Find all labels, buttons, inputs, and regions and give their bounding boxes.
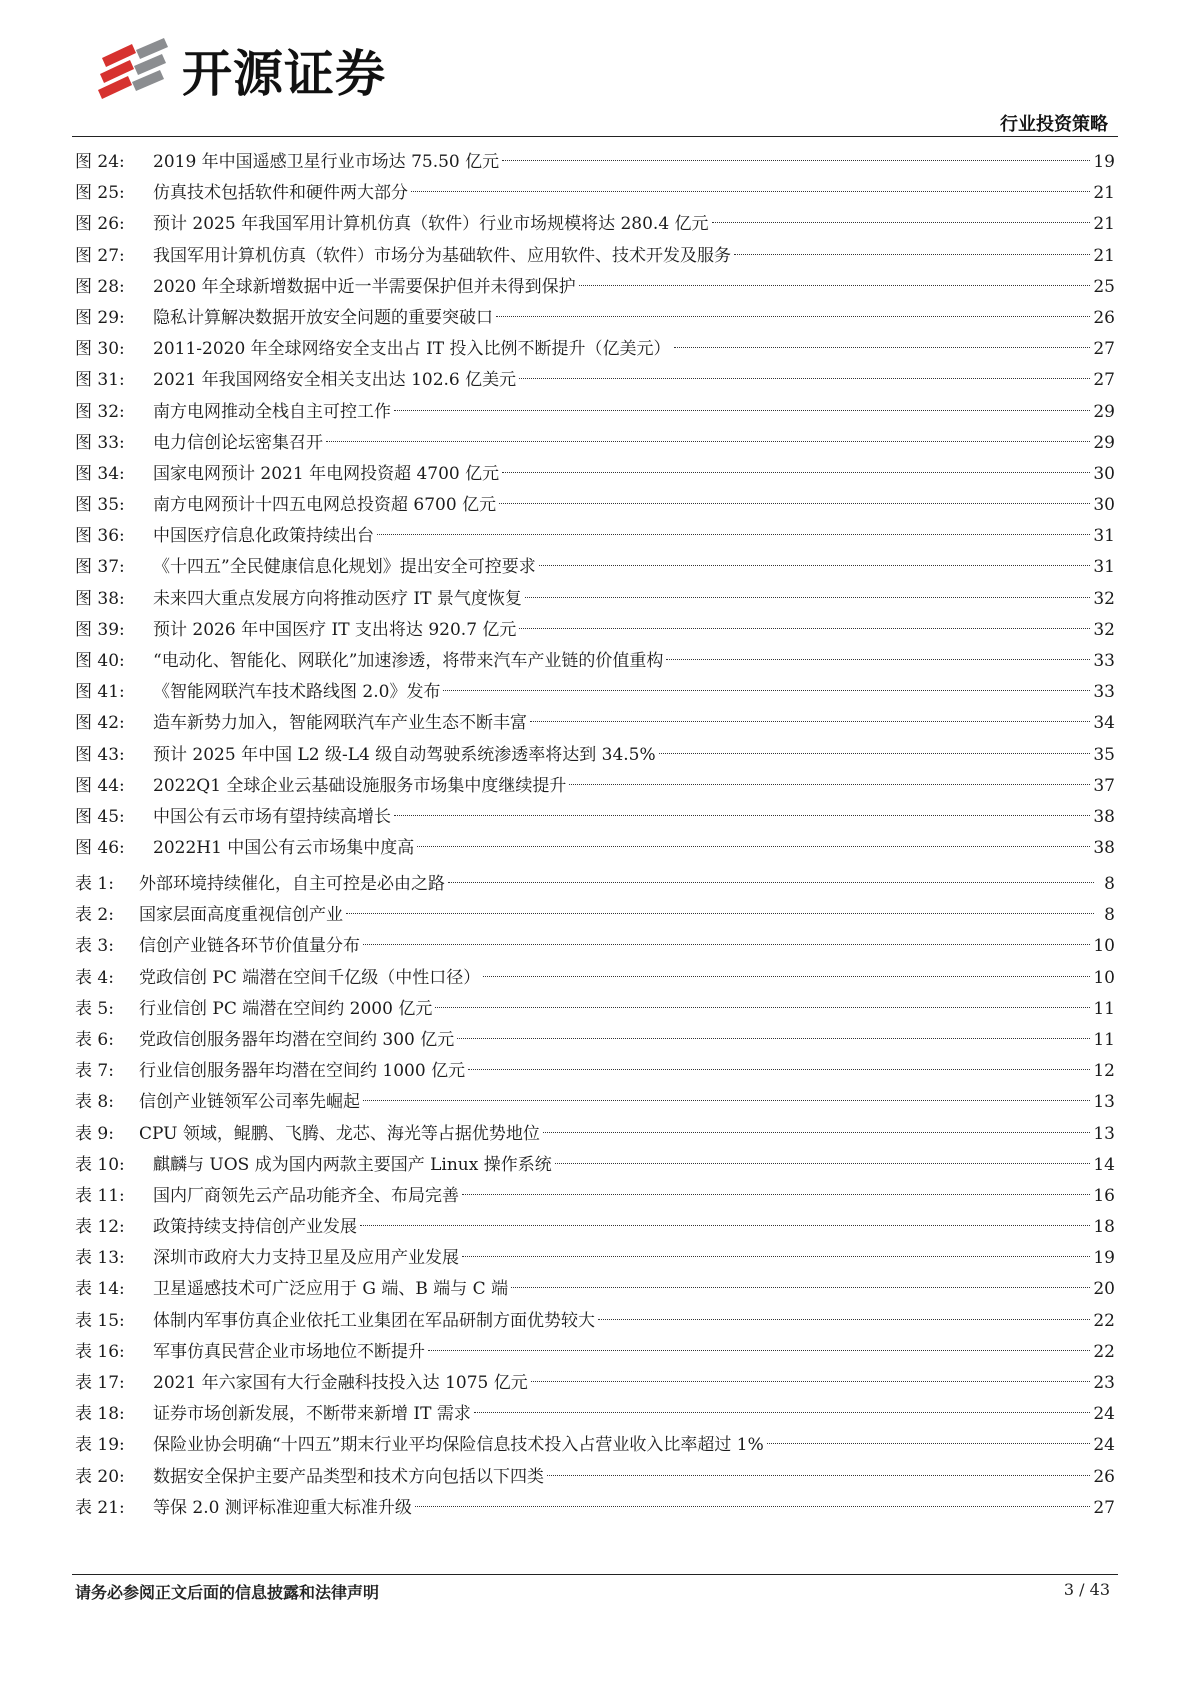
dot-leader bbox=[443, 690, 1090, 691]
table-entry-label: 表 6: bbox=[75, 1029, 114, 1050]
figure-entry-page: 19 bbox=[1093, 152, 1115, 172]
table-entry-title: 行业信创 PC 端潜在空间约 2000 亿元 bbox=[139, 998, 433, 1019]
figure-entry-label: 图 41: bbox=[75, 682, 125, 703]
figure-entry-title: 电力信创论坛密集召开 bbox=[153, 432, 323, 453]
table-entry-page: 16 bbox=[1093, 1185, 1115, 1206]
figure-entry-title: 南方电网预计十四五电网总投资超 6700 亿元 bbox=[153, 495, 497, 516]
dot-leader bbox=[543, 1132, 1090, 1133]
figure-entry[interactable] bbox=[75, 833, 1115, 864]
figure-entry-title: “电动化、智能化、网联化”加速渗透，将带来汽车产业链的价值重构 bbox=[153, 651, 664, 671]
figure-entry-title: 2022H1 中国公有云市场集中度高 bbox=[153, 838, 415, 859]
figure-entry-title: 预计 2025 年我国军用计算机仿真（软件）行业市场规模将达 280.4 亿元 bbox=[153, 214, 709, 235]
dot-leader bbox=[734, 254, 1090, 255]
figure-entry-page: 27 bbox=[1093, 370, 1115, 391]
table-entry-page: 26 bbox=[1093, 1466, 1115, 1487]
table-entry-label: 表 10: bbox=[75, 1154, 125, 1175]
table-entry-label: 表 17: bbox=[75, 1373, 125, 1393]
table-entry-title: 深圳市政府大力支持卫星及应用产业发展 bbox=[153, 1248, 459, 1269]
table-entry[interactable] bbox=[75, 1087, 1115, 1118]
table-entry-label: 表 19: bbox=[75, 1435, 125, 1456]
dot-leader bbox=[428, 1350, 1090, 1351]
table-entry[interactable] bbox=[75, 900, 1115, 931]
table-entry-label: 表 3: bbox=[75, 936, 114, 957]
table-entry-label: 表 21: bbox=[75, 1497, 125, 1518]
dot-leader bbox=[502, 472, 1090, 473]
figure-entry[interactable] bbox=[75, 147, 1115, 178]
table-entry-title: 党政信创 PC 端潜在空间千亿级（中性口径） bbox=[139, 967, 481, 988]
figure-entry[interactable] bbox=[75, 521, 1115, 552]
figure-entry[interactable] bbox=[75, 178, 1115, 209]
dot-leader bbox=[530, 721, 1090, 722]
figure-entry-label: 图 39: bbox=[75, 619, 125, 640]
dot-leader bbox=[569, 784, 1090, 785]
dot-leader bbox=[394, 410, 1090, 411]
table-entry-title: 党政信创服务器年均潜在空间约 300 亿元 bbox=[139, 1029, 455, 1050]
figure-entry-label: 图 30: bbox=[75, 339, 125, 360]
dot-leader bbox=[511, 1287, 1090, 1288]
figure-entry[interactable] bbox=[75, 708, 1115, 739]
figure-entry-label: 图 37: bbox=[75, 557, 125, 578]
figure-entry-title: 2019 年中国遥感卫星行业市场达 75.50 亿元 bbox=[153, 152, 500, 172]
table-entry[interactable] bbox=[75, 994, 1115, 1025]
table-entry[interactable] bbox=[75, 1056, 1115, 1087]
kaiyuan-logo-icon bbox=[96, 36, 170, 104]
table-entry-label: 表 4: bbox=[75, 967, 114, 988]
figure-entry-title: 未来四大重点发展方向将推动医疗 IT 景气度恢复 bbox=[153, 588, 522, 609]
table-entry-page: 13 bbox=[1093, 1092, 1115, 1113]
dot-leader bbox=[598, 1319, 1090, 1320]
dot-leader bbox=[519, 378, 1090, 379]
table-entry-page: 8 bbox=[1104, 905, 1115, 926]
table-entry-page: 8 bbox=[1104, 874, 1115, 894]
table-entry-page: 22 bbox=[1093, 1310, 1115, 1331]
figure-entry-page: 29 bbox=[1093, 401, 1115, 422]
figure-entry-label: 图 29: bbox=[75, 307, 125, 328]
figure-entry[interactable] bbox=[75, 802, 1115, 833]
table-entry-label: 表 9: bbox=[75, 1123, 114, 1144]
table-entry[interactable] bbox=[75, 1462, 1115, 1493]
dot-leader bbox=[346, 913, 1094, 914]
figure-entry-label: 图 34: bbox=[75, 463, 125, 484]
figure-entry-title: 隐私计算解决数据开放安全问题的重要突破口 bbox=[153, 307, 493, 328]
figure-entry-label: 图 44: bbox=[75, 775, 125, 796]
table-entry[interactable] bbox=[75, 869, 1115, 900]
table-entry-title: 外部环境持续催化，自主可控是必由之路 bbox=[139, 874, 445, 894]
figure-entry[interactable] bbox=[75, 646, 1115, 677]
table-entry-page: 24 bbox=[1093, 1404, 1115, 1425]
figure-entry-title: 2022Q1 全球企业云基础设施服务市场集中度继续提升 bbox=[153, 775, 567, 796]
table-entry-label: 表 14: bbox=[75, 1279, 125, 1300]
figure-entry-page: 21 bbox=[1093, 214, 1115, 235]
dot-leader bbox=[462, 1256, 1090, 1257]
figure-entry[interactable] bbox=[75, 303, 1115, 334]
table-entry-title: 行业信创服务器年均潜在空间约 1000 亿元 bbox=[139, 1061, 466, 1082]
figure-entry-title: 预计 2025 年中国 L2 级-L4 级自动驾驶系统渗透率将达到 34.5% bbox=[153, 744, 656, 765]
table-entry-page: 12 bbox=[1093, 1061, 1115, 1082]
table-list bbox=[75, 869, 1115, 1524]
table-entry-title: 国内厂商领先云产品功能齐全、布局完善 bbox=[153, 1185, 459, 1206]
table-entry[interactable] bbox=[75, 1243, 1115, 1274]
table-entry[interactable] bbox=[75, 1212, 1115, 1243]
figure-entry-label: 图 33: bbox=[75, 432, 125, 453]
figure-entry-page: 33 bbox=[1093, 682, 1115, 703]
figure-entry[interactable] bbox=[75, 397, 1115, 428]
table-entry-label: 表 18: bbox=[75, 1404, 125, 1425]
table-entry[interactable] bbox=[75, 1368, 1115, 1399]
table-entry-title: 保险业协会明确“十四五”期末行业平均保险信息技术投入占营业收入比率超过 1% bbox=[153, 1435, 764, 1456]
dot-leader bbox=[394, 815, 1090, 816]
figure-entry-title: 《十四五”全民健康信息化规划》提出安全可控要求 bbox=[153, 557, 536, 578]
dot-leader bbox=[579, 285, 1091, 286]
dot-leader bbox=[496, 316, 1090, 317]
dot-leader bbox=[377, 534, 1090, 535]
figure-entry[interactable] bbox=[75, 459, 1115, 490]
table-entry-page: 10 bbox=[1093, 967, 1115, 988]
dot-leader bbox=[468, 1069, 1090, 1070]
table-entry-label: 表 5: bbox=[75, 998, 114, 1019]
figure-entry-title: 造车新势力加入，智能网联汽车产业生态不断丰富 bbox=[153, 713, 527, 734]
dot-leader bbox=[363, 944, 1090, 945]
table-entry-title: 军事仿真民营企业市场地位不断提升 bbox=[153, 1341, 425, 1362]
figure-entry-label: 图 28: bbox=[75, 276, 125, 297]
table-entry-label: 表 12: bbox=[75, 1217, 125, 1238]
figure-entry-title: 中国医疗信息化政策持续出台 bbox=[153, 526, 374, 547]
dot-leader bbox=[483, 976, 1090, 977]
figure-entry[interactable] bbox=[75, 241, 1115, 272]
figure-entry-label: 图 26: bbox=[75, 214, 125, 235]
figure-entry-title: 仿真技术包括软件和硬件两大部分 bbox=[153, 183, 408, 204]
table-entry-page: 24 bbox=[1093, 1435, 1115, 1456]
dot-leader bbox=[525, 597, 1090, 598]
table-entry-page: 19 bbox=[1093, 1248, 1115, 1269]
brand-name: 开源证券 bbox=[182, 45, 386, 103]
figure-entry-page: 26 bbox=[1093, 307, 1115, 328]
dot-leader bbox=[539, 565, 1091, 566]
dot-leader bbox=[547, 1475, 1090, 1476]
figure-entry-page: 32 bbox=[1093, 588, 1115, 609]
figure-entry[interactable] bbox=[75, 771, 1115, 802]
figure-entry-page: 34 bbox=[1093, 713, 1115, 734]
figure-entry-page: 21 bbox=[1093, 183, 1115, 204]
table-entry-label: 表 1: bbox=[75, 874, 114, 894]
dot-leader bbox=[326, 441, 1090, 442]
table-entry-label: 表 16: bbox=[75, 1341, 125, 1362]
dot-leader bbox=[767, 1443, 1091, 1444]
dot-leader bbox=[363, 1100, 1090, 1101]
table-entry[interactable] bbox=[75, 1119, 1115, 1150]
table-entry-title: 国家层面高度重视信创产业 bbox=[139, 905, 343, 926]
document-type: 行业投资策略 bbox=[1000, 114, 1108, 135]
table-entry-page: 13 bbox=[1093, 1123, 1115, 1144]
figure-entry[interactable] bbox=[75, 272, 1115, 303]
figure-entry-page: 38 bbox=[1093, 838, 1115, 859]
figure-entry-label: 图 27: bbox=[75, 245, 125, 266]
table-entry-title: 信创产业链领军公司率先崛起 bbox=[139, 1092, 360, 1113]
figure-entry-label: 图 40: bbox=[75, 651, 125, 671]
figure-entry[interactable] bbox=[75, 677, 1115, 708]
figure-entry-label: 图 32: bbox=[75, 401, 125, 422]
figure-entry-label: 图 42: bbox=[75, 713, 125, 734]
figure-entry-page: 25 bbox=[1093, 276, 1115, 297]
table-entry-label: 表 11: bbox=[75, 1185, 125, 1206]
figure-entry-page: 35 bbox=[1093, 744, 1115, 765]
figure-entry[interactable] bbox=[75, 584, 1115, 615]
table-entry-label: 表 8: bbox=[75, 1092, 114, 1113]
figure-entry[interactable] bbox=[75, 552, 1115, 583]
table-entry-title: 卫星遥感技术可广泛应用于 G 端、B 端与 C 端 bbox=[153, 1279, 509, 1300]
table-entry[interactable] bbox=[75, 1025, 1115, 1056]
figure-entry-title: 2020 年全球新增数据中近一半需要保护但并未得到保护 bbox=[153, 276, 576, 297]
table-entry-title: 等保 2.0 测评标准迎重大标准升级 bbox=[153, 1497, 412, 1518]
dot-leader bbox=[531, 1381, 1091, 1382]
figure-entry-label: 图 38: bbox=[75, 588, 125, 609]
figure-entry[interactable] bbox=[75, 334, 1115, 365]
table-entry-label: 表 15: bbox=[75, 1310, 125, 1331]
figure-entry[interactable] bbox=[75, 365, 1115, 396]
figure-entry[interactable] bbox=[75, 740, 1115, 771]
dot-leader bbox=[502, 160, 1090, 161]
dot-leader bbox=[499, 503, 1090, 504]
dot-leader bbox=[659, 753, 1091, 754]
table-entry-page: 11 bbox=[1093, 1029, 1115, 1050]
table-entry-label: 表 2: bbox=[75, 905, 114, 926]
figure-entry-label: 图 45: bbox=[75, 806, 125, 827]
table-entry-title: 政策持续支持信创产业发展 bbox=[153, 1217, 357, 1238]
dot-leader bbox=[415, 1506, 1091, 1507]
figure-entry-page: 32 bbox=[1093, 619, 1115, 640]
table-entry-page: 27 bbox=[1093, 1497, 1115, 1518]
table-entry-page: 18 bbox=[1093, 1217, 1115, 1238]
figure-entry[interactable] bbox=[75, 428, 1115, 459]
figure-entry-page: 27 bbox=[1093, 339, 1115, 360]
dot-leader bbox=[435, 1007, 1090, 1008]
figure-entry-title: 南方电网推动全栈自主可控工作 bbox=[153, 401, 391, 422]
table-entry-title: 麒麟与 UOS 成为国内两款主要国产 Linux 操作系统 bbox=[153, 1154, 552, 1175]
table-entry[interactable] bbox=[75, 1181, 1115, 1212]
figure-entry[interactable] bbox=[75, 209, 1115, 240]
footer-divider bbox=[72, 1574, 1118, 1575]
dot-leader bbox=[462, 1194, 1090, 1195]
table-entry[interactable] bbox=[75, 1399, 1115, 1430]
dot-leader bbox=[555, 1163, 1091, 1164]
figure-entry-title: 国家电网预计 2021 年电网投资超 4700 亿元 bbox=[153, 463, 500, 484]
table-entry[interactable] bbox=[75, 1430, 1115, 1461]
figure-entry-label: 图 43: bbox=[75, 744, 125, 765]
figure-entry-title: 预计 2026 年中国医疗 IT 支出将达 920.7 亿元 bbox=[153, 619, 517, 640]
figure-entry-title: 中国公有云市场有望持续高增长 bbox=[153, 806, 391, 827]
figure-entry-page: 29 bbox=[1093, 432, 1115, 453]
table-entry[interactable] bbox=[75, 1274, 1115, 1305]
table-entry-page: 10 bbox=[1093, 936, 1115, 957]
figure-entry-label: 图 24: bbox=[75, 152, 125, 172]
figure-entry-label: 图 31: bbox=[75, 370, 125, 391]
dot-leader bbox=[712, 222, 1091, 223]
dot-leader bbox=[360, 1225, 1090, 1226]
figure-entry-page: 31 bbox=[1093, 557, 1115, 578]
dot-leader bbox=[474, 1412, 1090, 1413]
figure-entry-page: 33 bbox=[1093, 651, 1115, 671]
figure-entry-title: 2021 年我国网络安全相关支出达 102.6 亿美元 bbox=[153, 370, 517, 391]
table-entry-title: 证券市场创新发展，不断带来新增 IT 需求 bbox=[153, 1404, 471, 1425]
dot-leader bbox=[666, 659, 1090, 660]
table-entry-title: 信创产业链各环节价值量分布 bbox=[139, 936, 360, 957]
figure-entry-title: 《智能网联汽车技术路线图 2.0》发布 bbox=[153, 682, 441, 703]
figure-entry-label: 图 46: bbox=[75, 838, 125, 859]
dot-leader bbox=[417, 846, 1090, 847]
dot-leader bbox=[411, 191, 1090, 192]
figure-entry-page: 21 bbox=[1093, 245, 1115, 266]
table-entry[interactable] bbox=[75, 931, 1115, 962]
dot-leader bbox=[457, 1038, 1090, 1039]
disclaimer-note: 请务必参阅正文后面的信息披露和法律声明 bbox=[75, 1583, 380, 1602]
figure-entry-page: 37 bbox=[1093, 775, 1115, 796]
figure-entry-label: 图 36: bbox=[75, 526, 125, 547]
table-entry-label: 表 20: bbox=[75, 1466, 125, 1487]
dot-leader bbox=[674, 347, 1091, 348]
dot-leader bbox=[448, 882, 1094, 883]
figure-entry-page: 31 bbox=[1093, 526, 1115, 547]
table-entry[interactable] bbox=[75, 1337, 1115, 1368]
table-entry-title: 数据安全保护主要产品类型和技术方向包括以下四类 bbox=[153, 1466, 544, 1487]
figure-entry-label: 图 35: bbox=[75, 495, 125, 516]
dot-leader bbox=[519, 628, 1090, 629]
figure-entry-page: 30 bbox=[1093, 495, 1115, 516]
table-entry-page: 23 bbox=[1093, 1373, 1115, 1393]
logo bbox=[96, 34, 386, 106]
table-entry-page: 14 bbox=[1093, 1154, 1115, 1175]
figure-entry-title: 2011-2020 年全球网络安全支出占 IT 投入比例不断提升（亿美元） bbox=[153, 339, 671, 360]
table-entry-page: 20 bbox=[1093, 1279, 1115, 1300]
table-entry[interactable] bbox=[75, 1306, 1115, 1337]
table-entry-label: 表 7: bbox=[75, 1061, 114, 1082]
table-entry-title: CPU 领域，鲲鹏、飞腾、龙芯、海光等占据优势地位 bbox=[139, 1123, 540, 1144]
table-entry[interactable] bbox=[75, 963, 1115, 994]
figure-entry-label: 图 25: bbox=[75, 183, 125, 204]
table-entry-title: 体制内军事仿真企业依托工业集团在军品研制方面优势较大 bbox=[153, 1310, 595, 1331]
page-number: 3 / 43 bbox=[1063, 1580, 1110, 1599]
header-divider bbox=[72, 136, 1118, 137]
figure-entry-page: 38 bbox=[1093, 806, 1115, 827]
table-entry-title: 2021 年六家国有大行金融科技投入达 1075 亿元 bbox=[153, 1373, 528, 1393]
table-entry[interactable] bbox=[75, 1493, 1115, 1524]
figure-entry-title: 我国军用计算机仿真（软件）市场分为基础软件、应用软件、技术开发及服务 bbox=[153, 245, 731, 266]
figure-list bbox=[75, 147, 1115, 864]
figure-entry[interactable] bbox=[75, 615, 1115, 646]
figure-entry-page: 30 bbox=[1093, 463, 1115, 484]
table-entry-page: 22 bbox=[1093, 1341, 1115, 1362]
table-entry[interactable] bbox=[75, 1150, 1115, 1181]
table-entry-page: 11 bbox=[1093, 998, 1115, 1019]
figure-entry[interactable] bbox=[75, 490, 1115, 521]
table-entry-label: 表 13: bbox=[75, 1248, 125, 1269]
